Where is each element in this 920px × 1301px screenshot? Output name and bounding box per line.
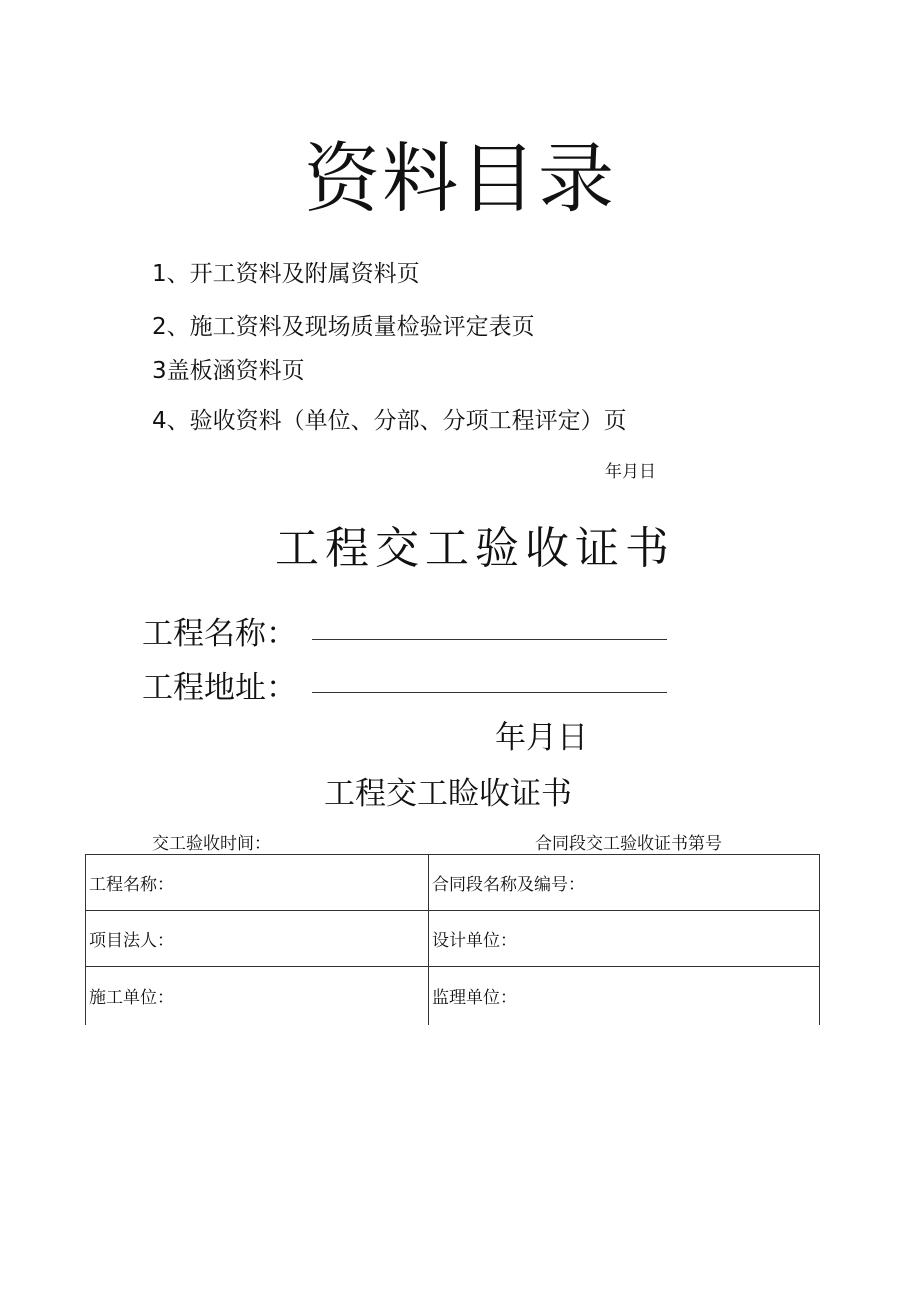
acceptance-time-label: 交工验收时间： <box>152 834 271 854</box>
construction-unit-cell[interactable]: 施工单位： <box>86 967 429 1025</box>
project-name-cell[interactable]: 工程名称： <box>86 855 429 911</box>
table-row <box>86 855 820 911</box>
supervision-unit-cell[interactable]: 监理单位： <box>429 967 820 1025</box>
design-unit-cell[interactable]: 设计单位： <box>429 911 820 967</box>
certificate-date: 年月日 <box>495 720 588 756</box>
certificate-form-table <box>85 854 820 1025</box>
toc-item: 3盖板涵资料页 <box>152 358 305 384</box>
form-title: 工程交工睑收证书 <box>324 776 572 812</box>
table-row <box>86 967 820 1025</box>
project-address-label: 工程地址： <box>142 670 297 706</box>
toc-item: 4、验收资料（单位、分部、分项工程评定）页 <box>152 408 627 434</box>
contract-number-label: 合同段交工验收证书第号 <box>535 834 722 854</box>
project-name-label: 工程名称： <box>142 616 297 652</box>
contract-section-cell[interactable]: 合同段名称及编号： <box>429 855 820 911</box>
certificate-title: 工程交工验收证书 <box>275 523 675 574</box>
toc-title: 资料目录 <box>304 134 616 223</box>
project-name-line[interactable] <box>312 639 667 640</box>
project-owner-cell[interactable]: 项目法人： <box>86 911 429 967</box>
toc-item: 2、施工资料及现场质量检验评定表页 <box>152 314 535 340</box>
table-row <box>86 911 820 967</box>
toc-item: 1、开工资料及附属资料页 <box>152 261 420 287</box>
toc-date: 年月日 <box>605 462 656 482</box>
project-address-line[interactable] <box>312 692 667 693</box>
